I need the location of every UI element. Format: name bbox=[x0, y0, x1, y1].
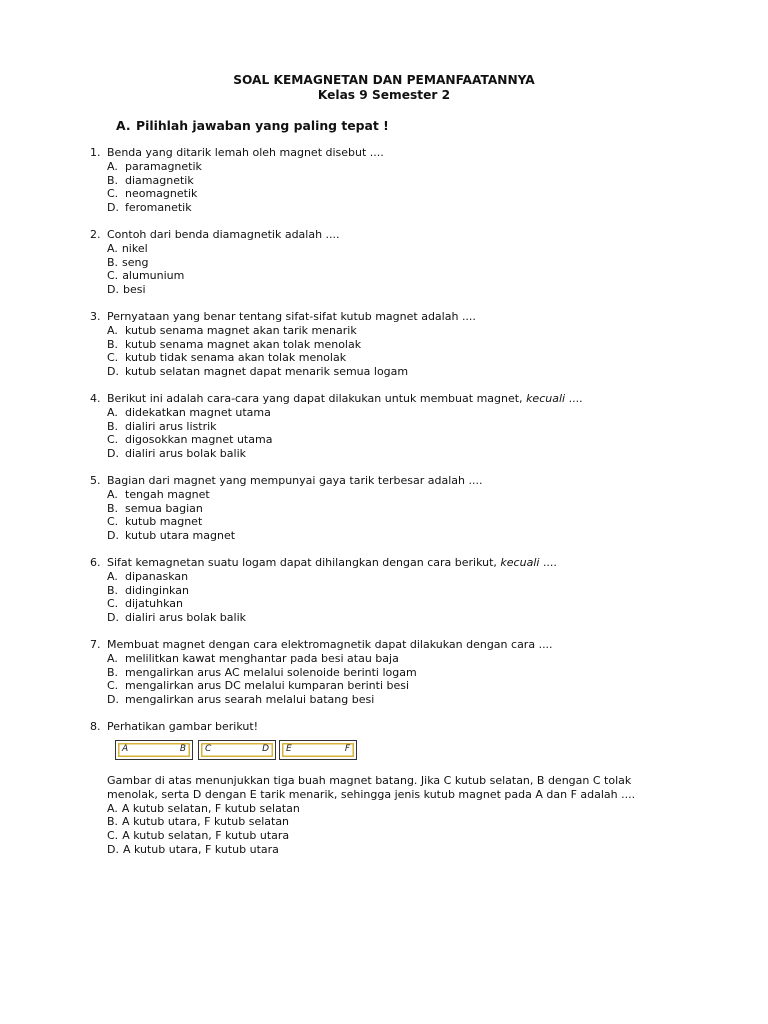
question-number: 1. bbox=[90, 146, 101, 159]
option-d: D. A kutub utara, F kutub utara bbox=[107, 842, 279, 856]
question-1 bbox=[90, 146, 384, 215]
pole-label: B bbox=[179, 744, 186, 754]
question-number: 8. bbox=[90, 720, 101, 733]
option-d: D. kutub utara magnet bbox=[107, 529, 236, 543]
question-stem: Sifat kemagnetan suatu logam dapat dihilangkan dengan cara berikut, kecuali .... bbox=[107, 556, 557, 569]
page-title: SOAL KEMAGNETAN DAN PEMANFAATANNYA bbox=[233, 73, 535, 87]
option-b: B. A kutub utara, F kutub selatan bbox=[107, 815, 290, 829]
question-7 bbox=[90, 638, 553, 707]
option-b: B. semua bagian bbox=[107, 501, 203, 515]
option-b: B. dialiri arus listrik bbox=[107, 419, 217, 433]
question-number: 2. bbox=[90, 228, 101, 241]
option-c: C. alumunium bbox=[107, 269, 185, 283]
question-stem: Contoh dari benda diamagnetik adalah .... bbox=[107, 228, 340, 241]
option-c: C. digosokkan magnet utama bbox=[107, 433, 273, 447]
question-8 bbox=[90, 720, 258, 734]
pole-label: A bbox=[122, 744, 129, 754]
question-6 bbox=[90, 556, 557, 625]
question-8-body bbox=[90, 774, 667, 857]
question-stem: Benda yang ditarik lemah oleh magnet disebut .... bbox=[107, 146, 384, 159]
option-a: A. kutub senama magnet akan tarik menarik bbox=[107, 323, 357, 337]
question-4 bbox=[90, 392, 583, 461]
question-stem: Berikut ini adalah cara-cara yang dapat dilakukan untuk membuat magnet, kecuali .... bbox=[107, 392, 583, 405]
option-d: D. dialiri arus bolak balik bbox=[107, 447, 247, 461]
option-b: B. mengalirkan arus AC melalui solenoide berinti logam bbox=[107, 665, 417, 679]
option-a: A. tengah magnet bbox=[107, 487, 210, 501]
section-instruction: Pilihlah jawaban yang paling tepat ! bbox=[136, 118, 389, 133]
option-a: A. A kutub selatan, F kutub selatan bbox=[107, 801, 300, 815]
option-a: A. didekatkan magnet utama bbox=[107, 405, 271, 419]
option-d: D. feromanetik bbox=[107, 201, 192, 215]
option-c: C. mengalirkan arus DC melalui kumparan berinti besi bbox=[107, 679, 410, 693]
question-stem: Bagian dari magnet yang mempunyai gaya tarik terbesar adalah .... bbox=[107, 474, 483, 487]
bar-magnet-2 bbox=[198, 740, 276, 760]
section-heading bbox=[116, 118, 389, 133]
page-subtitle: Kelas 9 Semester 2 bbox=[317, 88, 451, 102]
question-number: 4. bbox=[90, 392, 101, 405]
option-c: C. neomagnetik bbox=[107, 187, 198, 201]
question-2 bbox=[90, 228, 340, 297]
option-d: D. mengalirkan arus searah melalui batang besi bbox=[107, 693, 375, 707]
bar-magnet-3 bbox=[279, 740, 357, 760]
option-b: B. didinginkan bbox=[107, 583, 189, 597]
option-a: A. nikel bbox=[107, 241, 148, 255]
question-number: 7. bbox=[90, 638, 101, 651]
option-c: C. kutub tidak senama akan tolak menolak bbox=[107, 351, 347, 365]
option-b: B. diamagnetik bbox=[107, 173, 194, 187]
option-b: B. seng bbox=[107, 255, 149, 269]
option-c: C. A kutub selatan, F kutub utara bbox=[107, 829, 290, 843]
pole-label: F bbox=[344, 744, 350, 754]
pole-label: C bbox=[205, 744, 212, 754]
pole-label: E bbox=[286, 744, 292, 754]
option-d: D. dialiri arus bolak balik bbox=[107, 611, 247, 625]
question-stem: Perhatikan gambar berikut! bbox=[107, 720, 259, 733]
option-a: A. melilitkan kawat menghantar pada besi atau baja bbox=[107, 651, 399, 665]
pole-label: D bbox=[262, 744, 269, 754]
question-number: 5. bbox=[90, 474, 101, 487]
section-letter: A. bbox=[116, 118, 131, 133]
question-3 bbox=[90, 310, 476, 379]
option-a: A. dipanaskan bbox=[107, 569, 189, 583]
question-5 bbox=[90, 474, 482, 543]
option-b: B. kutub senama magnet akan tolak menolak bbox=[107, 337, 362, 351]
question-number: 3. bbox=[90, 310, 101, 323]
question-paragraph: Gambar di atas menunjukkan tiga buah magnet batang. Jika C kutub selatan, B dengan C tolak menolak, serta D dengan E tarik menarik, sehingga jenis kutub magnet pada A dan F adalah .... bbox=[107, 774, 636, 801]
question-stem: Pernyataan yang benar tentang sifat-sifat kutub magnet adalah .... bbox=[107, 310, 476, 323]
question-number: 6. bbox=[90, 556, 101, 569]
option-d: D. kutub selatan magnet dapat menarik semua logam bbox=[107, 365, 409, 379]
option-c: C. dijatuhkan bbox=[107, 597, 183, 611]
question-stem: Membuat magnet dengan cara elektromagnetik dapat dilakukan dengan cara .... bbox=[107, 638, 553, 651]
option-d: D. besi bbox=[107, 283, 146, 297]
option-a: A. paramagnetik bbox=[107, 159, 202, 173]
option-c: C. kutub magnet bbox=[107, 515, 203, 529]
bar-magnet-1 bbox=[115, 740, 193, 760]
